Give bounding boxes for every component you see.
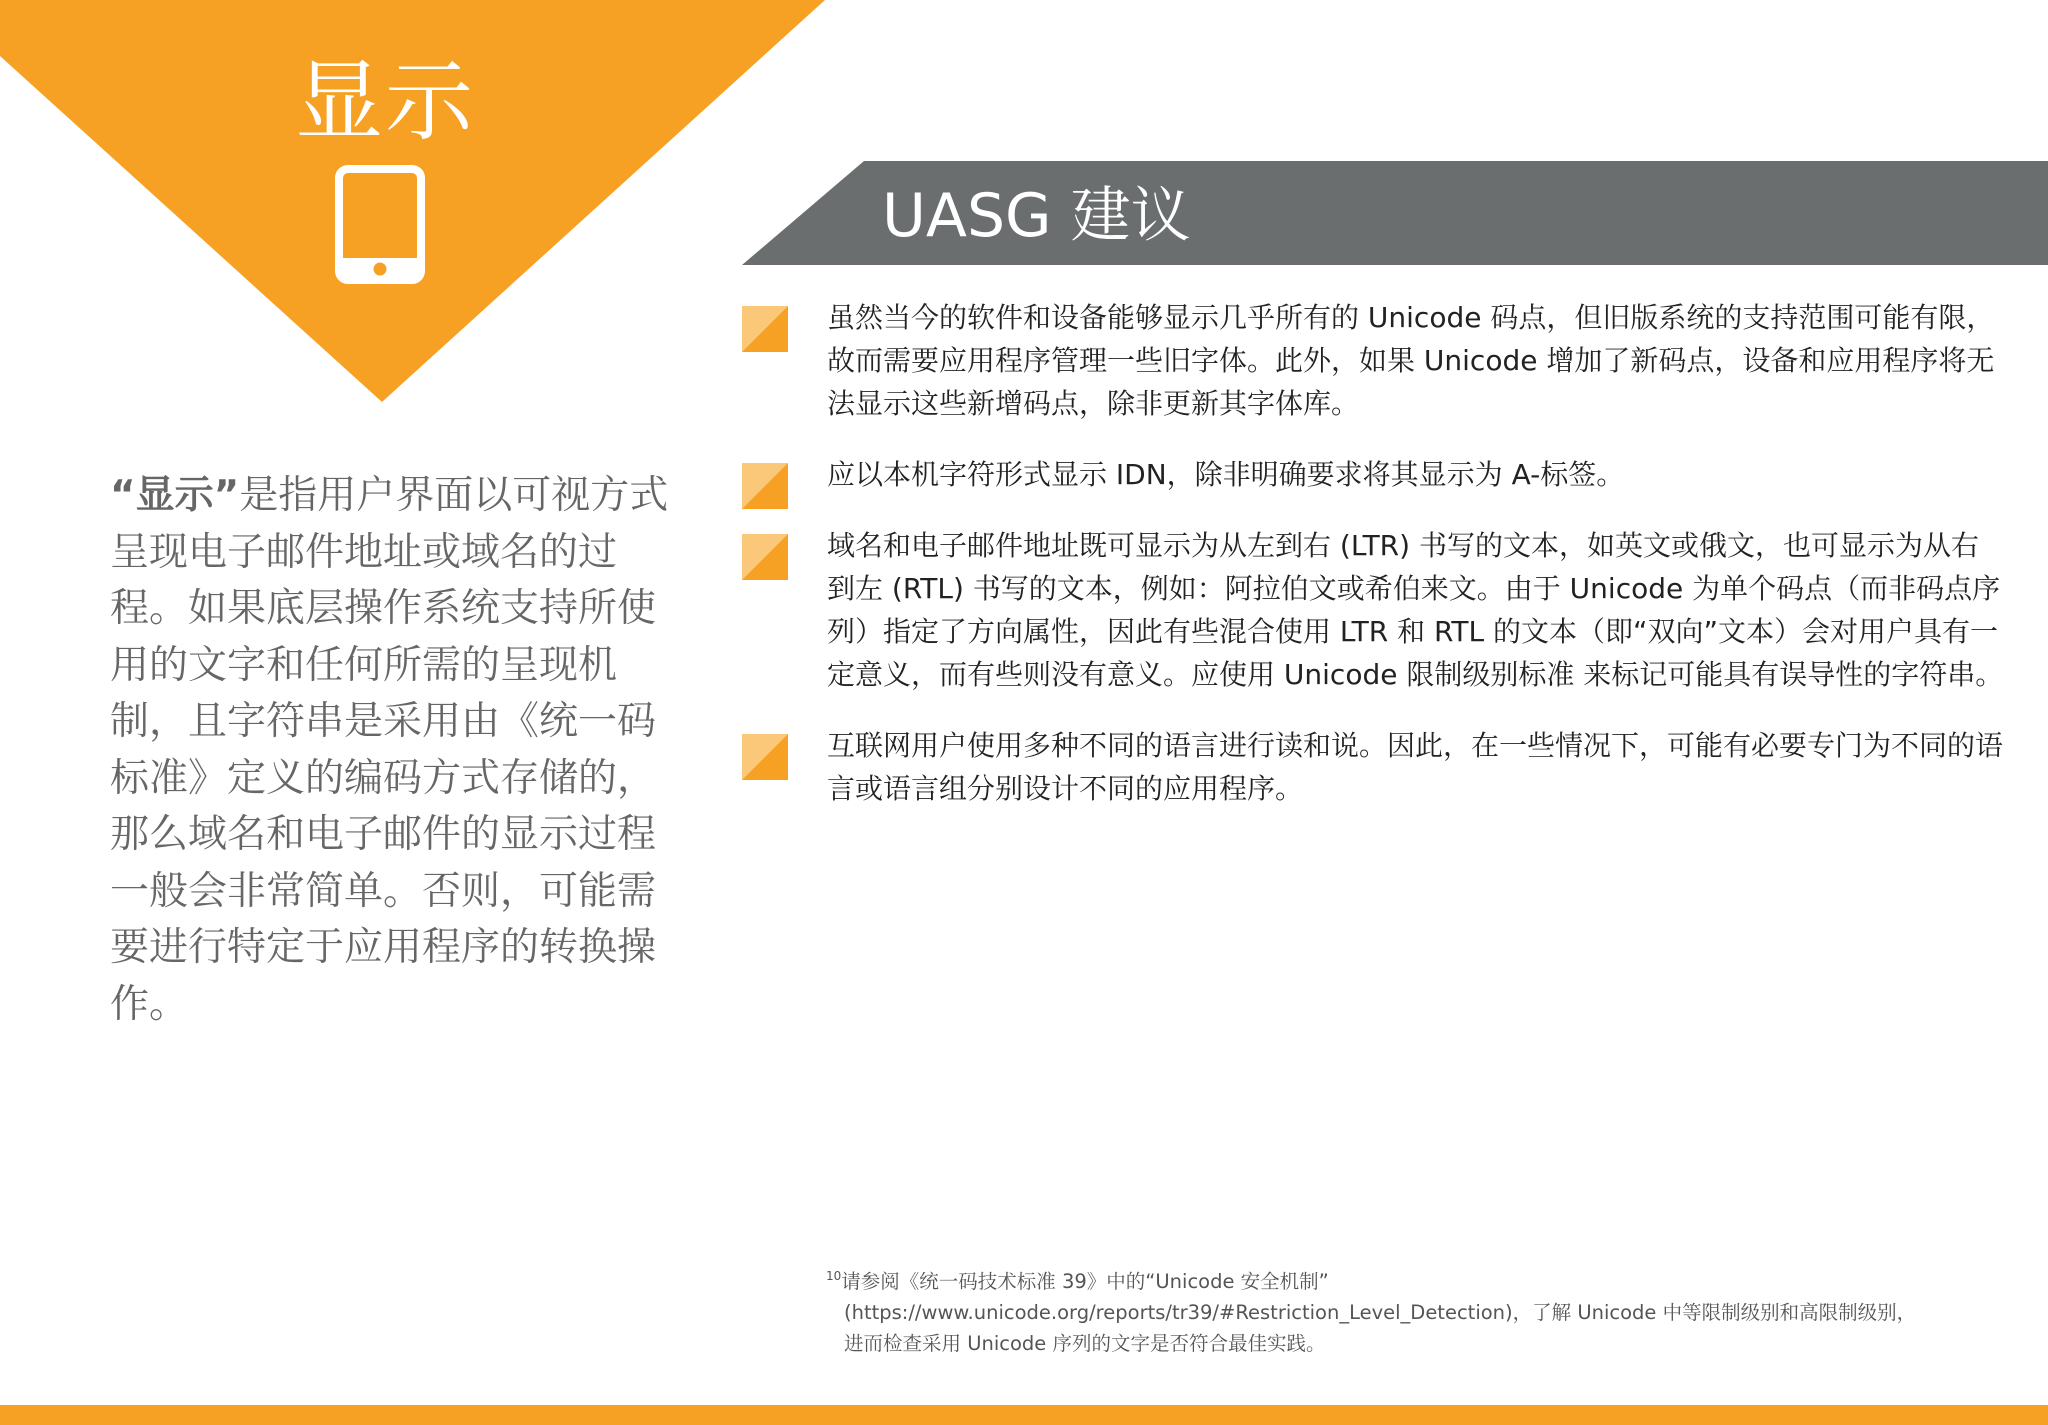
recommendation-item [742, 453, 2004, 496]
intro-paragraph [110, 468, 675, 1033]
footnote-line [826, 1266, 1986, 1297]
recommendations-title: UASG 建议 [882, 181, 1191, 251]
footnote-number: 10 [826, 1269, 842, 1283]
footnote-line: 进而检查采用 Unicode 序列的文字是否符合最佳实践。 [844, 1332, 1326, 1355]
bullet-icon [742, 734, 788, 780]
bottom-accent-bar [0, 1405, 2048, 1425]
recommendation-text: 互联网用户使用多种不同的语言进行读和说。因此，在一些情况下，可能有必要专门为不同的语言或语言组分别设计不同的应用程序。 [827, 729, 2004, 805]
intro-text: 是指用户界面以可视方式呈现电子邮件地址或域名的过程。如果底层操作系统支持所使用的文字和任何所需的呈现机制，且字符串是采用由《统一码标准》定义的编码方式存储的，那么域名和电子邮件的显示过程一般会非常简单。否则，可能需要进行特定于应用程序的转换操作。 [110, 473, 669, 1027]
tablet-icon [335, 165, 425, 285]
footnote-text: 请参阅《统一码技术标准 39》中的“Unicode 安全机制” [841, 1270, 1329, 1293]
recommendation-text: 域名和电子邮件地址既可显示为从左到右 (LTR) 书写的文本，如英文或俄文，也可显示为从右到左 (RTL) 书写的文本，例如：阿拉伯文或希伯来文。由于 Unicode 为单个码点（而非码点序列）指定了方向属性，因此有些混合使用 LTR 和 RTL 的文本（即“双向”文本）会对用户具有一定意义，而有些则没有意义。应使用 Unicode 限制级别标准 来标记可能具有误导性的字符串。 [827, 529, 2004, 691]
footnote [826, 1266, 1986, 1359]
bullet-icon [742, 306, 788, 352]
recommendation-text: 应以本机字符形式显示 IDN，除非明确要求将其显示为 A-标签。 [827, 458, 1625, 491]
intro-term: “显示” [110, 473, 240, 518]
recommendations-list [742, 296, 2004, 838]
bullet-icon [742, 463, 788, 509]
recommendation-item [742, 296, 2004, 425]
section-title: 显示 [294, 50, 475, 153]
recommendation-text: 虽然当今的软件和设备能够显示几乎所有的 Unicode 码点，但旧版系统的支持范围可能有限，故而需要应用程序管理一些旧字体。此外，如果 Unicode 增加了新码点，设备和应用程序将无法显示这些新增码点，除非更新其字体库。 [827, 301, 1995, 420]
recommendation-item [742, 724, 2004, 810]
recommendation-item [742, 524, 2004, 696]
footnote-url-line: (https://www.unicode.org/reports/tr39/#Restriction_Level_Detection)，了解 Unicode 中等限制级别和高限制级别， [844, 1301, 1917, 1324]
bullet-icon [742, 534, 788, 580]
